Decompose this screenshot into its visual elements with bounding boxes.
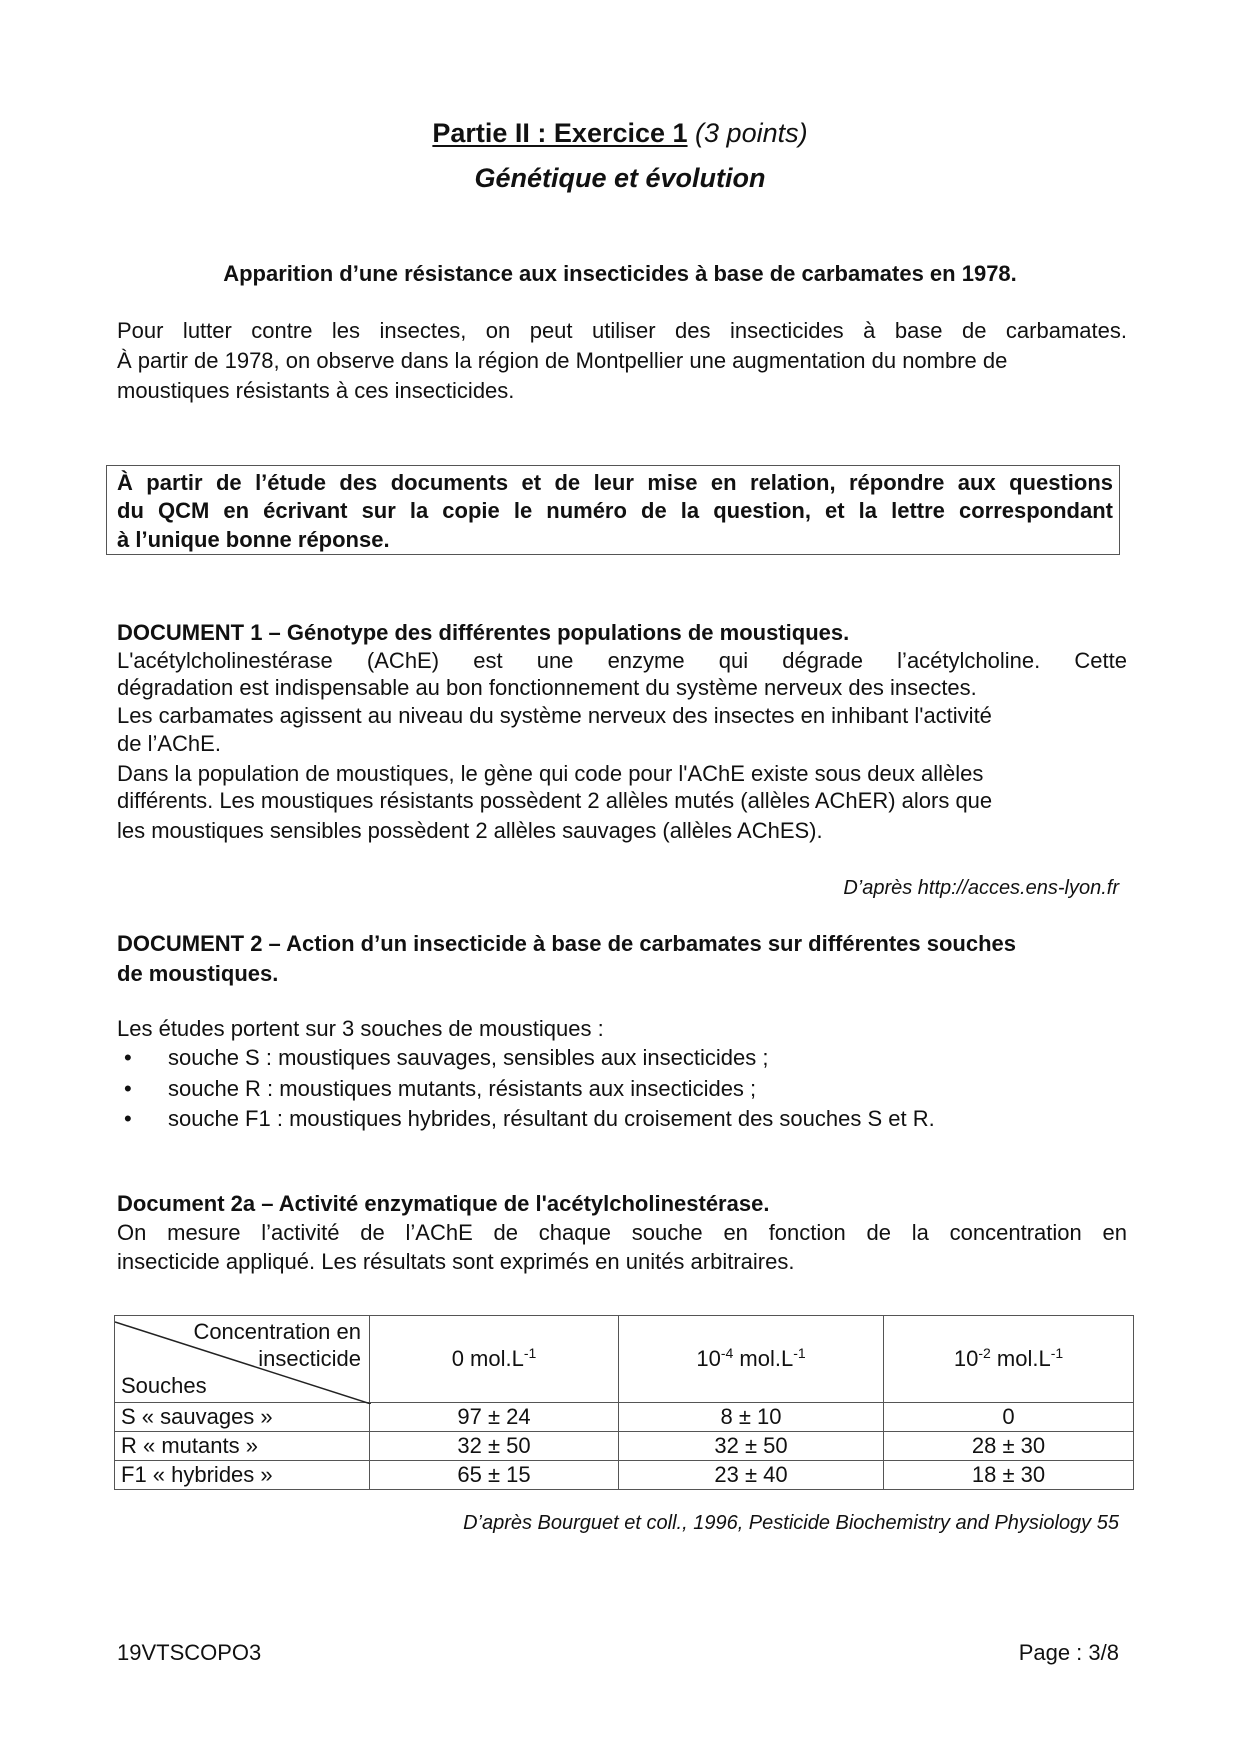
table-cell: 23 ± 40 [619,1461,884,1490]
table-row [115,1432,1134,1461]
column-header: 0 $mol.L^{-1}$ [370,1316,619,1403]
row-label: F1 « hybrides » [115,1461,370,1490]
table-cell: 32 ± 50 [619,1432,884,1461]
corner-label-concentration: Concentration en [193,1319,361,1344]
document2a-source: D’après Bourguet et coll., 1996, Pesticide Biochemistry and Physiology 55 [463,1512,1119,1534]
document1-heading: DOCUMENT 1 – Génotype des différentes populations de moustiques. [117,620,850,645]
instructions-line-1: À partir de l’étude des documents et de leur mise en relation, répondre aux questions [117,470,1113,495]
intro-line-1: Pour lutter contre les insectes, on peut utiliser des insecticides à base de carbamates. [117,318,1127,343]
bullet-icon: • [124,1106,132,1131]
table-header-row [115,1316,1134,1403]
document2-heading-line-1: DOCUMENT 2 – Action d’un insecticide à base de carbamates sur différentes souches [117,931,1017,956]
table-cell: 97 ± 24 [370,1403,619,1432]
enzyme-activity-table [114,1315,1134,1490]
bullet-text: souche R : moustiques mutants, résistants aux insecticides ; [168,1076,757,1101]
exercise-title-main: Partie II : Exercice 1 [432,118,688,148]
table-cell: 18 ± 30 [884,1461,1134,1490]
column-header: $10^{-4}$ $mol.L^{-1}$ [619,1316,884,1403]
corner-label-souches: Souches [121,1373,207,1398]
document2a-heading: Document 2a – Activité enzymatique de l'acétylcholinestérase. [117,1191,770,1216]
bullet-icon: • [124,1045,132,1070]
table-cell: 28 ± 30 [884,1432,1134,1461]
instructions-line-3: à l’unique bonne réponse. [117,527,390,552]
row-label: S « sauvages » [115,1403,370,1432]
bullet-text: souche S : moustiques sauvages, sensibles aux insecticides ; [168,1045,769,1070]
exercise-subtitle: Génétique et évolution [474,163,766,193]
intro-heading: Apparition d’une résistance aux insecticides à base de carbamates en 1978. [223,261,1017,286]
table-cell: 8 ± 10 [619,1403,884,1432]
row-label: R « mutants » [115,1432,370,1461]
footer-page-number: Page : 3/8 [1018,1640,1119,1665]
exercise-points: (3 points) [695,118,808,148]
intro-line-2: À partir de 1978, on observe dans la région de Montpellier une augmentation du nombre de [117,348,1008,373]
table-corner-cell [115,1316,370,1403]
table-row [115,1461,1134,1490]
table-cell: 32 ± 50 [370,1432,619,1461]
table-cell: 65 ± 15 [370,1461,619,1490]
document1-source: D’après http://acces.ens-lyon.fr [843,877,1119,899]
document1-line-5: Dans la population de moustiques, le gène qui code pour l'AChE existe sous deux allèles [117,761,984,786]
bullet-text: souche F1 : moustiques hybrides, résultant du croisement des souches S et R. [168,1106,935,1131]
document2-intro: Les études portent sur 3 souches de moustiques : [117,1016,604,1041]
document2a-line-1: On mesure l’activité de l’AChE de chaque souche en fonction de la concentration en [117,1220,1127,1245]
footer-code: 19VTSCOPO3 [117,1640,262,1665]
corner-label-insecticide: insecticide [258,1346,361,1371]
bullet-item [124,1043,768,1073]
document1-line-3: Les carbamates agissent au niveau du système nerveux des insectes en inhibant l'activité [117,703,992,728]
instructions-line-2: du QCM en écrivant sur la copie le numéro de la question, et la lettre correspondant [117,498,1113,523]
document1-line-1: L'acétylcholinestérase (AChE) est une enzyme qui dégrade l’acétylcholine. Cette [117,648,1127,673]
document1-line-6: différents. Les moustiques résistants possèdent 2 allèles mutés (allèles AChER) alors que [117,788,993,813]
bullet-item [124,1074,756,1104]
column-header: $10^{-2}$ $mol.L^{-1}$ [884,1316,1134,1403]
document2a-line-2: insecticide appliqué. Les résultats sont exprimés en unités arbitraires. [117,1249,795,1274]
bullet-icon: • [124,1076,132,1101]
document1-line-2: dégradation est indispensable au bon fonctionnement du système nerveux des insectes. [117,675,977,700]
table-row [115,1403,1134,1432]
document2-heading-line-2: de moustiques. [117,961,279,986]
intro-line-3: moustiques résistants à ces insecticides. [117,378,515,403]
document1-line-7: les moustiques sensibles possèdent 2 allèles sauvages (allèles AChES). [117,818,823,843]
bullet-item [124,1104,935,1134]
table-cell: 0 [884,1403,1134,1432]
exercise-title [0,116,1240,150]
document1-line-4: de l’AChE. [117,731,221,756]
